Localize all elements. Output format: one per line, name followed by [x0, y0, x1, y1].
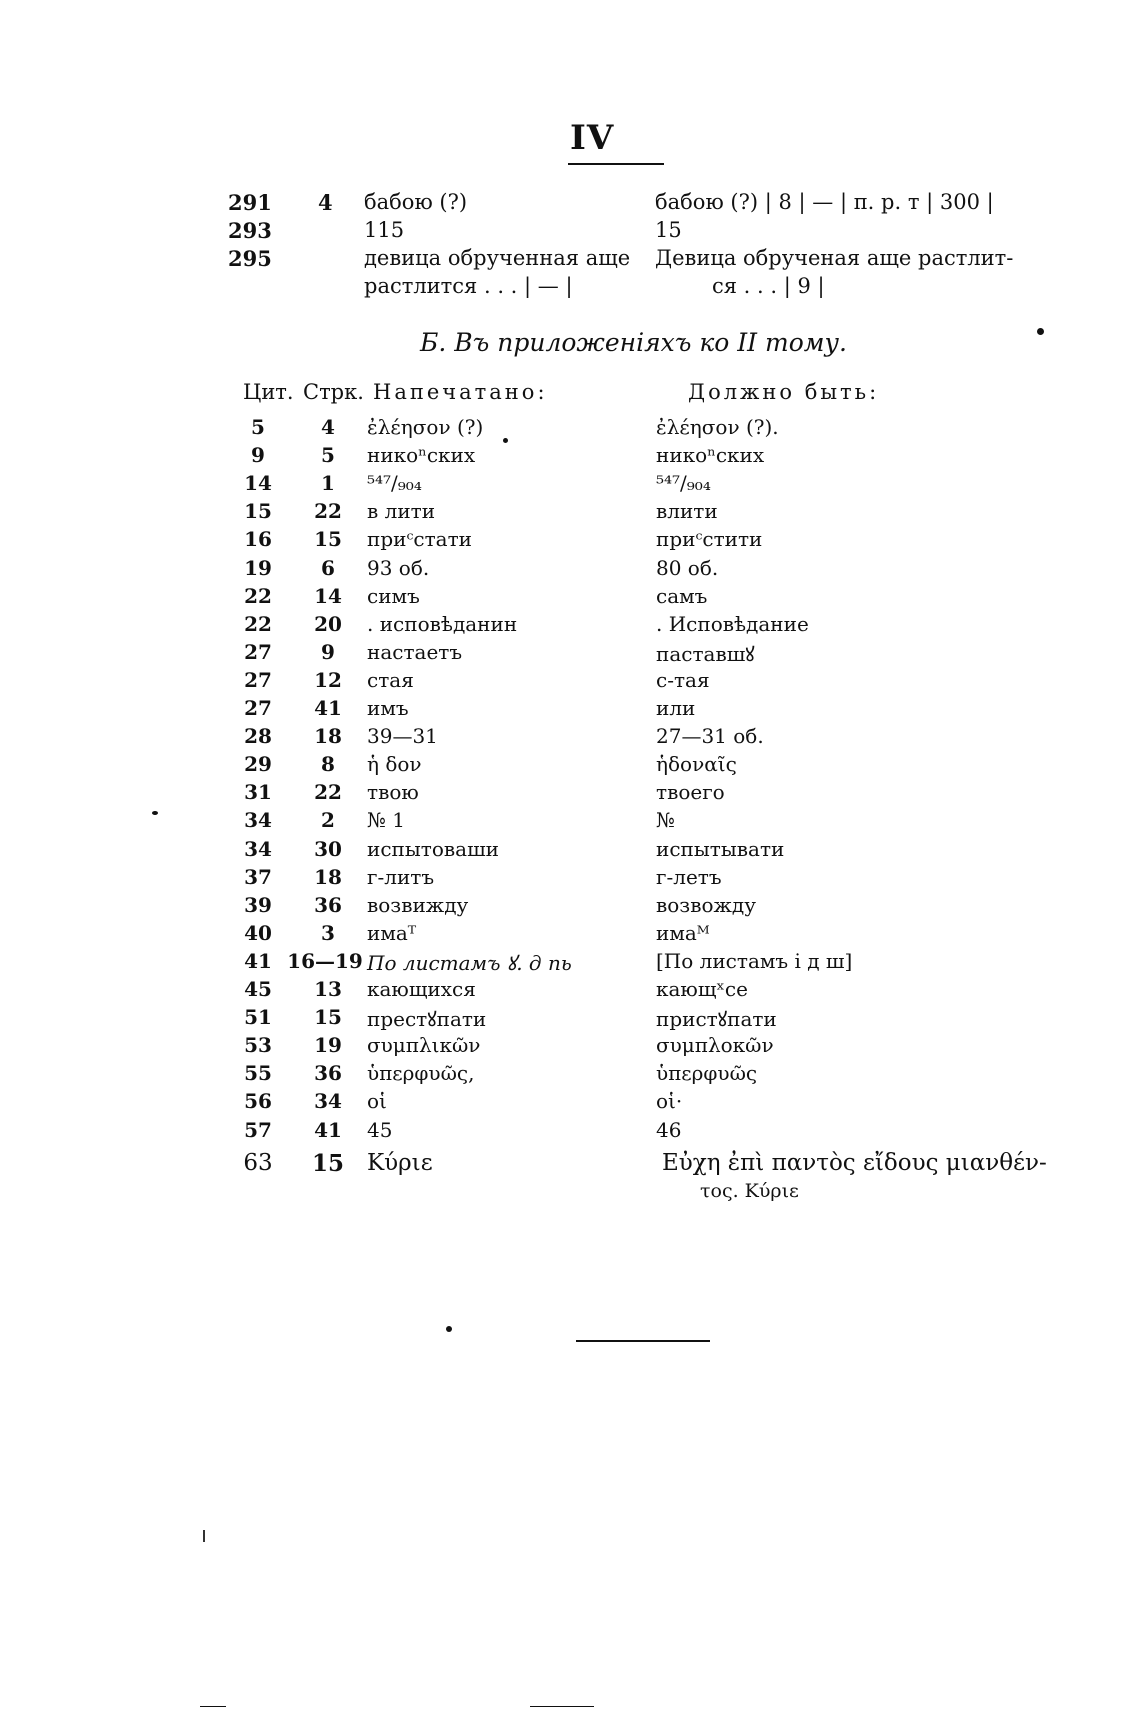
top-printed: девица обрученная аще — [364, 246, 631, 270]
cell-line: 19 — [314, 1033, 342, 1058]
top-printed: бабою (?) — [364, 190, 468, 214]
cell-line: 36 — [314, 892, 342, 917]
cell-line: 15 — [311, 1149, 344, 1177]
header-cit: Цит. — [243, 380, 294, 404]
cell-correct: ἡδοναῖς — [656, 752, 737, 777]
cell-printed: Κύριε — [367, 1149, 433, 1176]
cell-page: 19 — [244, 555, 272, 580]
bottom-edge-rule — [530, 1706, 594, 1707]
errata-row — [0, 527, 1140, 555]
top-correct: 15 — [655, 218, 682, 242]
cell-printed: ἡ δον — [367, 752, 422, 777]
cell-line: 12 — [314, 667, 342, 692]
cell-line: 36 — [314, 1061, 342, 1086]
cell-line: 5 — [321, 443, 335, 468]
errata-row — [0, 724, 1140, 752]
cell-line: 20 — [314, 611, 342, 636]
cell-printed: стая — [367, 667, 414, 692]
cell-page: 22 — [244, 583, 272, 608]
top-page: 295 — [228, 246, 272, 271]
cell-correct: ἐλέησον (?). — [656, 415, 779, 439]
page-number: IV — [570, 118, 615, 158]
cell-correct: г-летъ — [656, 864, 722, 889]
errata-row — [0, 1061, 1140, 1089]
cell-line: 16—19 — [287, 948, 363, 973]
speck-dot — [1037, 328, 1044, 335]
cell-printed: . исповѣданин — [367, 611, 518, 636]
cell-printed: престꙋпати — [367, 1007, 487, 1032]
cell-correct: кающˣсе — [656, 977, 748, 1001]
cell-printed: ἐλέησον (?) — [367, 415, 484, 439]
cell-correct: твоего — [656, 780, 725, 805]
top-correct: бабою (?) | 8 | — | п. р. т | 300 | — [655, 190, 994, 214]
cell-line: 13 — [314, 977, 342, 1001]
cell-page: 34 — [244, 836, 272, 861]
cell-page: 63 — [243, 1149, 273, 1176]
errata-row — [0, 612, 1140, 640]
cell-correct: 27—31 об. — [656, 724, 764, 749]
cell-printed: г-литъ — [367, 864, 435, 889]
cell-printed: οἱ — [367, 1089, 387, 1114]
cell-line: 15 — [314, 527, 342, 552]
errata-row — [0, 640, 1140, 668]
cell-page: 56 — [244, 1089, 272, 1114]
cell-line: 22 — [314, 780, 342, 805]
cell-page: 31 — [244, 780, 272, 805]
cell-page: 5 — [251, 415, 265, 439]
top-page: 293 — [228, 218, 272, 243]
cell-page: 27 — [244, 696, 272, 720]
top-printed: растлится . . . | — | — [364, 274, 573, 298]
errata-row — [0, 977, 1140, 1005]
bottom-edge-rule-left — [200, 1706, 226, 1707]
cell-printed: 93 об. — [367, 555, 430, 580]
cell-line: 18 — [314, 724, 342, 749]
cell-page: 27 — [244, 667, 272, 692]
cell-correct: . Исповѣдание — [656, 611, 809, 636]
errata-row — [0, 443, 1140, 471]
cell-line: 18 — [314, 864, 342, 889]
cell-printed: симъ — [367, 583, 420, 608]
cell-correct: συμπλοκῶν — [656, 1033, 774, 1058]
cell-correct: 80 об. — [656, 555, 719, 580]
cell-line: 6 — [321, 555, 335, 580]
cell-line: 3 — [321, 920, 335, 945]
cell-printed: твою — [367, 780, 419, 805]
errata-row — [0, 1005, 1140, 1033]
cell-printed: 39—31 — [367, 724, 438, 749]
top-correct: Девица обрученая аще растлит- — [655, 246, 1014, 270]
speck-dot — [152, 811, 158, 815]
top-line: 4 — [318, 190, 333, 215]
cell-line: 34 — [314, 1089, 342, 1114]
speck-mark — [203, 1530, 205, 1542]
cell-line: 2 — [321, 808, 335, 833]
errata-row — [0, 1150, 1140, 1178]
cell-line: 30 — [314, 836, 342, 861]
cell-page: 15 — [244, 499, 272, 524]
errata-row — [0, 668, 1140, 696]
top-page: 291 — [228, 190, 272, 215]
errata-row — [0, 1118, 1140, 1146]
cell-line: 41 — [314, 696, 342, 720]
errata-row — [0, 584, 1140, 612]
last-continuation: τος. Κύριε — [700, 1180, 799, 1202]
cell-printed: συμπλικῶν — [367, 1033, 481, 1058]
cell-page: 9 — [251, 443, 265, 468]
speck-dot — [503, 438, 508, 443]
errata-row — [0, 893, 1140, 921]
top-printed: 115 — [364, 218, 405, 242]
errata-row — [0, 471, 1140, 499]
cell-correct: самъ — [656, 583, 708, 608]
header-printed: Напечатано: — [373, 380, 548, 404]
cell-page: 16 — [244, 527, 272, 552]
errata-row — [0, 752, 1140, 780]
cell-page: 45 — [244, 977, 272, 1001]
cell-correct: ὑπερφυῶς — [656, 1061, 758, 1086]
cell-page: 39 — [244, 892, 272, 917]
cell-correct: паставшꙋ — [656, 641, 755, 666]
cell-printed: кающихся — [367, 977, 476, 1001]
errata-row — [0, 499, 1140, 527]
cell-correct: испытывати — [656, 836, 785, 861]
errata-row — [0, 921, 1140, 949]
cell-page: 41 — [244, 948, 272, 973]
cell-correct: влити — [656, 499, 718, 524]
cell-correct: с-тая — [656, 667, 710, 692]
cell-correct: ⁵⁴⁷/₉₀₄ — [656, 471, 711, 496]
page-number-rule — [568, 163, 664, 165]
errata-row — [0, 696, 1140, 724]
cell-page: 22 — [244, 611, 272, 636]
cell-correct: пристꙋпати — [656, 1007, 777, 1032]
cell-printed: имаᵀ — [367, 920, 417, 945]
cell-printed: настаетъ — [367, 639, 463, 664]
errata-row — [0, 415, 1140, 443]
cell-printed: ὑπερφυῶς, — [367, 1061, 475, 1086]
cell-printed: испытоваши — [367, 836, 499, 861]
cell-page: 37 — [244, 864, 272, 889]
cell-line: 15 — [314, 1005, 342, 1030]
cell-line: 41 — [314, 1117, 342, 1142]
errata-row — [0, 1089, 1140, 1117]
errata-row — [0, 949, 1140, 977]
cell-printed: возвижду — [367, 892, 469, 917]
bottom-rule — [576, 1340, 710, 1342]
cell-printed: По листамъ ꙋ. д пь — [367, 950, 572, 975]
section-title: Б. Въ приложеніяхъ ко II тому. — [420, 328, 847, 357]
cell-page: 14 — [244, 471, 272, 496]
cell-printed: 45 — [367, 1117, 393, 1142]
cell-printed: никоⁿских — [367, 443, 476, 468]
cell-correct: № — [656, 808, 675, 833]
speck-dot — [446, 1326, 452, 1332]
cell-printed: ⁵⁴⁷/₉₀₄ — [367, 471, 422, 496]
cell-page: 29 — [244, 752, 272, 777]
cell-printed: № 1 — [367, 808, 406, 833]
cell-line: 14 — [314, 583, 342, 608]
cell-page: 28 — [244, 724, 272, 749]
cell-line: 8 — [321, 752, 335, 777]
cell-correct: приᶜстити — [656, 527, 763, 552]
cell-page: 51 — [244, 1005, 272, 1030]
cell-correct: или — [656, 696, 696, 720]
cell-page: 55 — [244, 1061, 272, 1086]
cell-correct: никоⁿских — [656, 443, 765, 468]
cell-printed: имъ — [367, 696, 409, 720]
cell-correct: οἱ· — [656, 1089, 683, 1114]
cell-printed: в лити — [367, 499, 436, 524]
cell-page: 40 — [244, 920, 272, 945]
errata-row — [0, 837, 1140, 865]
cell-printed: приᶜстати — [367, 527, 472, 552]
cell-correct: имаᴹ — [656, 920, 710, 945]
header-line: Стрк. — [303, 380, 364, 404]
cell-correct: 46 — [656, 1117, 682, 1142]
cell-correct: [По листамъ і д ш] — [656, 948, 853, 973]
cell-line: 1 — [321, 471, 335, 496]
cell-page: 57 — [244, 1117, 272, 1142]
errata-row — [0, 865, 1140, 893]
cell-line: 22 — [314, 499, 342, 524]
cell-correct: возвожду — [656, 892, 756, 917]
cell-page: 34 — [244, 808, 272, 833]
cell-line: 4 — [321, 415, 335, 439]
errata-row — [0, 1033, 1140, 1061]
cell-line: 9 — [321, 639, 335, 664]
cell-page: 53 — [244, 1033, 272, 1058]
errata-row — [0, 808, 1140, 836]
errata-row — [0, 556, 1140, 584]
cell-page: 27 — [244, 639, 272, 664]
cell-correct: Εὐχη ἐπὶ παντὸς εἴδους μιανθέν- — [662, 1149, 1047, 1176]
errata-row — [0, 780, 1140, 808]
header-correct: Должно быть: — [688, 380, 880, 404]
top-correct: ся . . . | 9 | — [712, 274, 825, 298]
